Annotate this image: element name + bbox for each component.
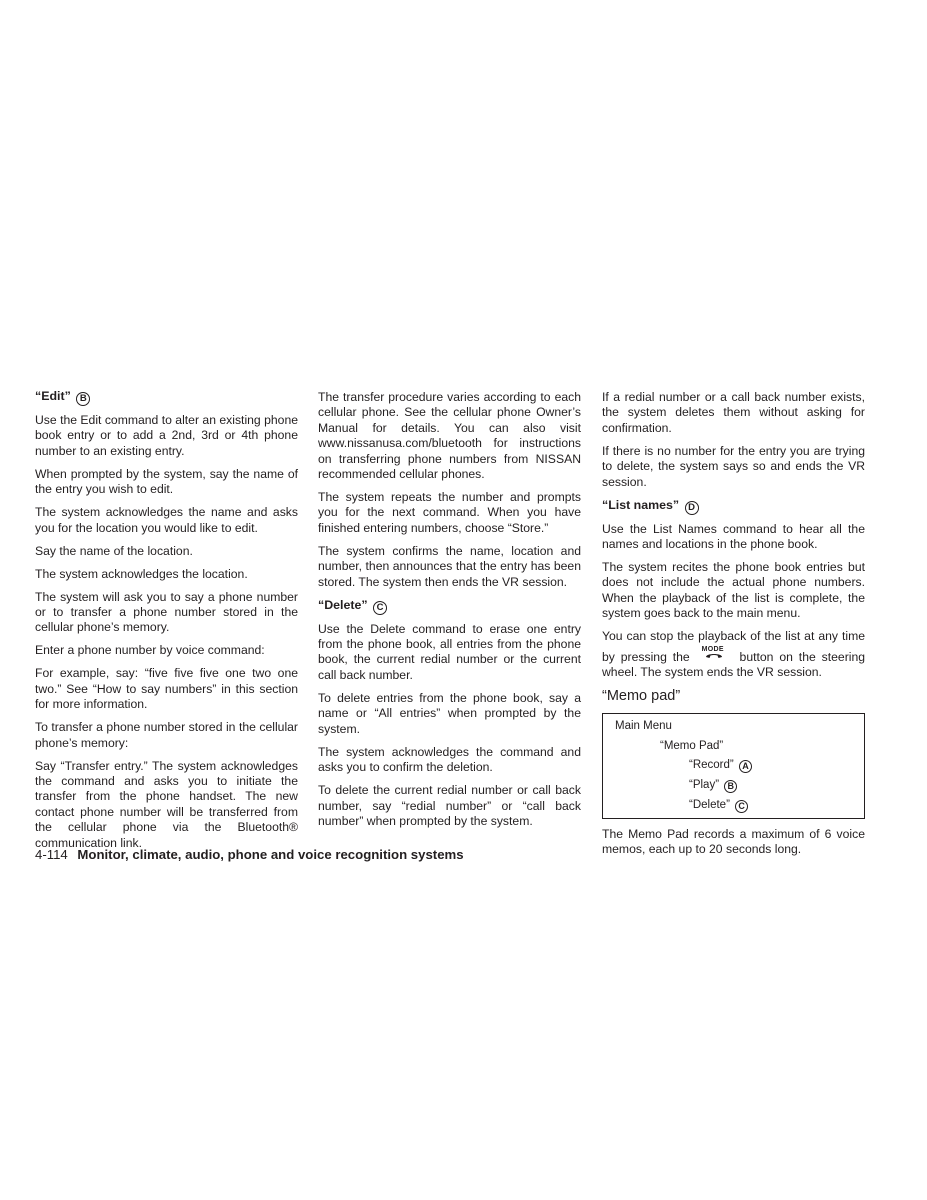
- paragraph: For example, say: “five five five one two one two.” See “How to say numbers” in this section for more information.: [35, 666, 298, 712]
- marker-c-icon: C: [373, 601, 387, 615]
- memo-pad-title: “Memo pad”: [602, 688, 681, 705]
- section-title: Monitor, climate, audio, phone and voice recognition systems: [77, 847, 464, 862]
- marker-b-icon: B: [724, 780, 737, 793]
- delete-heading: [318, 598, 581, 615]
- column-1: [35, 389, 298, 859]
- memo-pad-menu-tree: [602, 713, 865, 819]
- menu-play: [615, 776, 864, 796]
- delete-heading-text: “Delete”: [318, 597, 368, 612]
- page-footer: [35, 847, 464, 862]
- paragraph: Say the name of the location.: [35, 543, 193, 558]
- stop-text-after: button on the steering wheel. The system ends the VR session.: [602, 649, 866, 680]
- menu-play-label: “Play”: [689, 779, 720, 792]
- marker-a-icon: A: [739, 760, 752, 773]
- paragraph: The system acknowledges the name and asks you for the location you would like to edit.: [35, 505, 298, 535]
- marker-c-icon: C: [735, 800, 748, 813]
- paragraph: To transfer a phone number stored in the cellular phone’s memory:: [35, 720, 298, 750]
- menu-delete-label: “Delete”: [689, 799, 730, 812]
- paragraph: The system repeats the number and prompts you for the next command. When you have finished entering numbers, choose “Store.”: [318, 490, 581, 535]
- page-number: 4-114: [35, 847, 68, 862]
- paragraph: When prompted by the system, say the name of the entry you wish to edit.: [35, 466, 298, 497]
- paragraph: The system recites the phone book entries but does not include the actual phone numbers. When the playback of the list is complete, the system goes back to the main menu.: [602, 560, 865, 621]
- paragraph: Use the Delete command to erase one entry from the phone book, all entries from the phone book, the current redial number or the current call back number.: [318, 621, 581, 682]
- mode-phone-button-icon: [698, 645, 732, 659]
- paragraph: The system will ask you to say a phone number or to transfer a phone number stored in the cellular phone’s memory.: [35, 589, 298, 635]
- paragraph: Enter a phone number by voice command:: [35, 643, 265, 658]
- paragraph: The transfer procedure varies according to each cellular phone. See the cellular phone Owner’s Manual for details. You can also visit www.nissanusa.com/bluetooth for instructions on transferring phone numbers from NISSAN recommended cellular phones.: [318, 390, 581, 482]
- paragraph: Use the List Names command to hear all the names and locations in the phone book.: [602, 521, 865, 552]
- paragraph: The Memo Pad records a maximum of 6 voice memos, each up to 20 seconds long.: [602, 826, 865, 857]
- stop-text-before: You can stop the playback of the list at any time by pressing the: [602, 629, 865, 664]
- stop-playback-paragraph: [602, 629, 865, 680]
- paragraph: Say “Transfer entry.” The system acknowledges the command and asks you to initiate the transfer from the phone handset. The new contact phone number will be transferred from the cellular phone via the Bluetooth® communication link.: [35, 758, 298, 850]
- mode-label: MODE: [701, 645, 724, 653]
- column-2: [318, 390, 581, 837]
- phone-handset-icon: [705, 652, 723, 659]
- column-3: [602, 390, 865, 865]
- marker-d-icon: D: [685, 501, 699, 515]
- paragraph: To delete the current redial number or call back number, say “redial number” or “call back number” when prompted by the system.: [318, 783, 581, 828]
- menu-record: [615, 756, 864, 776]
- paragraph: Use the Edit command to alter an existing phone book entry or to add a 2nd, 3rd or 4th phone number to an existing entry.: [35, 413, 298, 458]
- paragraph: If a redial number or a call back number exists, the system deletes them without asking for confirmation.: [602, 390, 865, 435]
- menu-main: Main Menu: [615, 719, 672, 732]
- edit-heading-text: “Edit”: [35, 389, 71, 403]
- paragraph: The system confirms the name, location and number, then announces that the entry has been stored. The system then ends the VR session.: [318, 543, 581, 589]
- edit-heading: [35, 389, 298, 406]
- paragraph: If there is no number for the entry you are trying to delete, the system says so and ends the VR session.: [602, 443, 865, 489]
- list-names-heading-text: “List names”: [602, 497, 680, 512]
- marker-b-icon: B: [76, 392, 90, 406]
- paragraph: The system acknowledges the location.: [35, 566, 248, 581]
- menu-delete: [615, 796, 864, 816]
- menu-record-label: “Record”: [689, 759, 734, 772]
- paragraph: To delete entries from the phone book, say a name or “All entries” when prompted by the system.: [318, 690, 581, 736]
- list-names-heading: [602, 498, 865, 515]
- menu-memo-pad: “Memo Pad”: [660, 739, 724, 752]
- paragraph: The system acknowledges the command and asks you to confirm the deletion.: [318, 744, 581, 775]
